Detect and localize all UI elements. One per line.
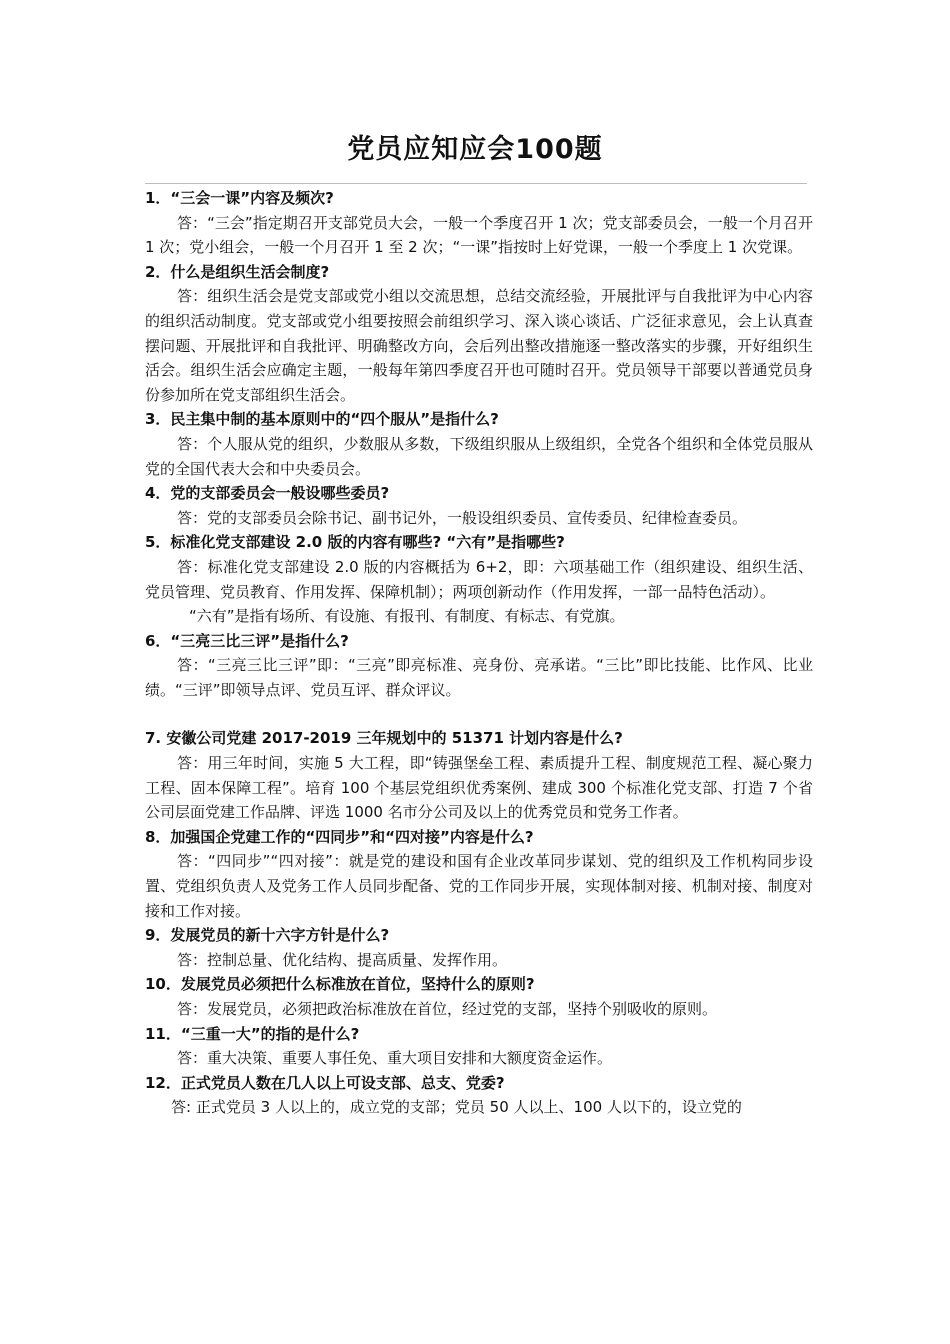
answer-5: 答：标准化党支部建设 2.0 版的内容概括为 6+2，即：六项基础工作（组织建设、组织生活、党员管理、党员教育、作用发挥、保障机制）；两项创新动作（作用发挥，一部一品特色活动）。 xyxy=(145,557,813,601)
question-4: 4．党的支部委员会一般设哪些委员? xyxy=(145,484,390,503)
answer-7: 答：用三年时间，实施 5 大工程，即“铸强堡垒工程、素质提升工程、制度规范工程、凝心聚力工程、固本保障工程”。培育 100 个基层党组织优秀案例、建成 300 个标准化党支部、打造 7 个省公司层面党建工作品牌、评选 1000 名市分公司及以上的优秀党员和党务工作者。 xyxy=(145,754,813,822)
answer-11: 答：重大决策、重要人事任免、重大项目安排和大额度资金运作。 xyxy=(177,1049,613,1068)
answer-2: 答：组织生活会是党支部或党小组以交流思想，总结交流经验，开展批评与自我批评为中心内容的组织活动制度。党支部或党小组要按照会前组织学习、深入谈心谈话、广泛征求意见，会上认真查摆问题、开展批评和自我批评、明确整改方向，会后列出整改措施逐一整改落实的步骤，开好组织生活会。组织生活会应确定主题，一般每年第四季度召开也可随时召开。党员领导干部要以普通党员身份参加所在党支部组织生活会。 xyxy=(145,287,813,404)
answer-10: 答：发展党员，必须把政治标准放在首位，经过党的支部，坚持个别吸收的原则。 xyxy=(177,1000,718,1018)
question-10: 10．发展党员必须把什么标准放在首位，坚持什么的原则? xyxy=(145,975,535,994)
question-1: 1．“三会一课”内容及频次? xyxy=(145,189,334,207)
section-spacer xyxy=(145,702,813,726)
answer-3: 答：个人服从党的组织，少数服从多数，下级组织服从上级组织，全党各个组织和全体党员服从党的全国代表大会和中央委员会。 xyxy=(145,434,813,478)
question-3: 3．民主集中制的基本原则中的“四个服从”是指什么? xyxy=(145,410,499,429)
answer-6: 答：“三亮三比三评”即：“三亮”即亮标准、亮身份、亮承诺。“三比”即比技能、比作风、比业绩。“三评”即领导点评、党员互评、群众评议。 xyxy=(145,656,813,699)
answer-8: 答：“四同步”“四对接”：就是党的建设和国有企业改革同步谋划、党的组织及工作机构同步设置、党组织负责人及党务工作人员同步配备、党的工作同步开展，实现体制对接、机制对接、制度对接和工作对接。 xyxy=(145,852,813,920)
title-divider xyxy=(145,183,807,184)
answer-9: 答：控制总量、优化结构、提高质量、发挥作用。 xyxy=(177,950,508,969)
question-6: 6．“三亮三比三评”是指什么? xyxy=(145,631,349,650)
question-8: 8．加强国企党建工作的“四同步”和“四对接”内容是什么? xyxy=(145,827,534,846)
question-7: 7. 安徽公司党建 2017-2019 三年规划中的 51371 计划内容是什么? xyxy=(145,729,623,748)
answer-5-liuyou: “六有”是指有场所、有设施、有报刊、有制度、有标志、有党旗。 xyxy=(189,607,625,626)
question-12: 12．正式党员人数在几人以上可设支部、总支、党委? xyxy=(145,1073,505,1092)
document-title: 党员应知应会100题 xyxy=(347,134,603,165)
question-5: 5．标准化党支部建设 2.0 版的内容有哪些? “六有”是指哪些? xyxy=(145,533,565,552)
answer-12: 答: 正式党员 3 人以上的，成立党的支部；党员 50 人以上、100 人以下的，设立党的 xyxy=(171,1098,742,1117)
question-9: 9．发展党员的新十六字方针是什么? xyxy=(145,926,390,945)
qa-list xyxy=(145,186,813,1120)
question-2: 2．什么是组织生活会制度? xyxy=(145,262,330,281)
answer-4: 答：党的支部委员会除书记、副书记外，一般设组织委员、宣传委员、纪律检查委员。 xyxy=(177,508,748,527)
question-11: 11．“三重一大”的指的是什么? xyxy=(145,1024,360,1043)
answer-1: 答：“三会”指定期召开支部党员大会，一般一个季度召开 1 次；党支部委员会，一般一个月召开 1 次；党小组会，一般一个月召开 1 至 2 次；“一课”指按时上好党课，一般一个季度上 1 次党课。 xyxy=(145,213,813,257)
